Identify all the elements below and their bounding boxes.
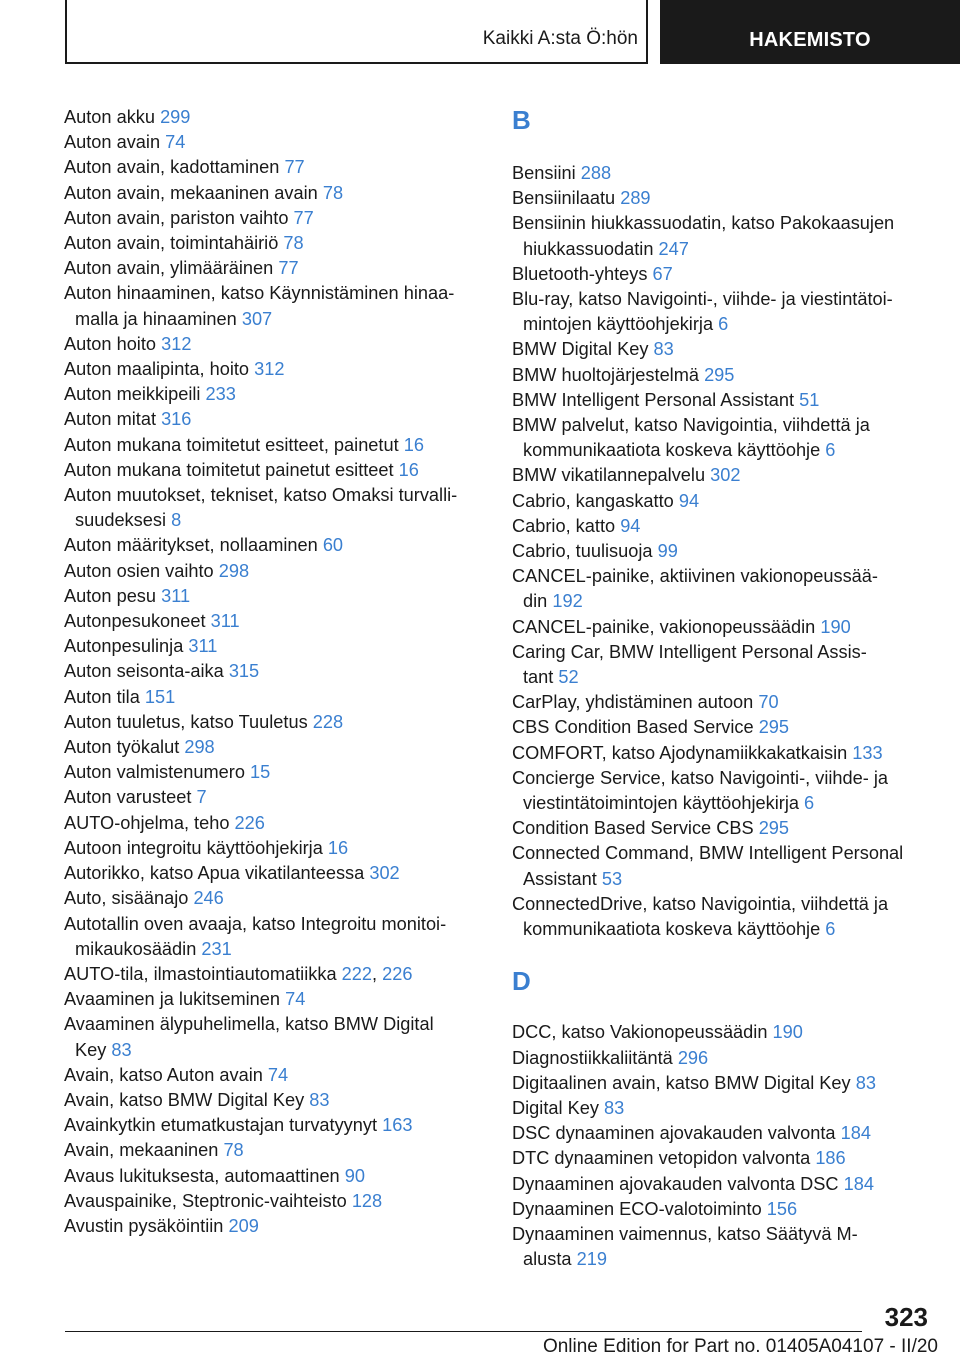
index-entry-term: Concierge Service, katso Navigointi-, viihde- ja xyxy=(512,767,889,788)
index-page-link[interactable]: 74 xyxy=(285,989,306,1010)
index-entry xyxy=(64,785,484,810)
index-page-link[interactable]: 190 xyxy=(820,616,851,637)
index-entry-term: Autoon integroitu käyttöohjekirja xyxy=(64,837,323,858)
index-page-link[interactable]: 184 xyxy=(843,1173,874,1194)
index-entry xyxy=(64,533,484,558)
index-entry xyxy=(64,584,484,609)
index-page-link[interactable]: 51 xyxy=(799,389,820,410)
index-entry-term-continued: kommunikaatiota koskeva käyttöohje xyxy=(523,919,821,940)
index-page-link[interactable]: 70 xyxy=(758,692,779,713)
index-entry-term: Avustin pysäköintiin xyxy=(64,1215,224,1236)
index-entry-term: Caring Car, BMW Intelligent Personal Assis- xyxy=(512,641,867,662)
index-entry: AUTO-tila, ilmastointiautomatiikka 222, 226 xyxy=(64,963,413,984)
index-entry xyxy=(64,281,484,331)
index-entry-term: BMW Intelligent Personal Assistant xyxy=(512,389,795,410)
index-page-link[interactable]: 77 xyxy=(293,207,314,228)
index-entry-term-continued: hiukkassuodatin xyxy=(523,238,654,259)
index-entry xyxy=(64,685,484,710)
index-page-link[interactable]: 184 xyxy=(840,1123,871,1144)
index-entry xyxy=(512,539,937,564)
index-entry-term: BMW vikatilannepalvelu xyxy=(512,465,706,486)
index-entry xyxy=(64,634,484,659)
index-entry xyxy=(64,256,484,281)
index-entry-term: Auton työkalut xyxy=(64,737,180,758)
index-page-link[interactable]: 247 xyxy=(658,238,689,259)
index-entry-term-continued: suudeksesi xyxy=(75,510,166,531)
index-page-link[interactable]: 94 xyxy=(678,490,700,511)
page-number: 323 xyxy=(884,1302,928,1332)
index-entry-term-continued: Key xyxy=(75,1039,107,1060)
index-entry xyxy=(64,130,484,155)
index-page-link[interactable]: 226 xyxy=(234,812,265,833)
index-page-link[interactable]: 78 xyxy=(223,1140,244,1161)
index-entry-term: Bensiinin hiukkassuodatin, katso Pakokaasujen xyxy=(512,213,895,234)
index-entry-term: Auton mitat xyxy=(64,409,156,430)
index-entry xyxy=(64,609,484,634)
index-entry xyxy=(64,357,484,382)
index-page-link[interactable]: 209 xyxy=(228,1215,259,1236)
index-entry xyxy=(64,1113,484,1138)
index-page-link[interactable]: 6 xyxy=(825,919,836,940)
index-entry xyxy=(64,206,484,231)
index-page-link[interactable]: 295 xyxy=(758,818,790,839)
index-page-link[interactable]: 7 xyxy=(196,787,207,808)
index-page-link[interactable]: 16 xyxy=(398,459,419,480)
index-page-link[interactable]: 311 xyxy=(210,611,240,632)
index-entry xyxy=(64,332,484,357)
index-entry-term: Auton pesu xyxy=(64,585,157,606)
index-page-link[interactable]: 74 xyxy=(267,1064,289,1085)
index-page-link[interactable]: 219 xyxy=(576,1249,607,1270)
index-column-left xyxy=(64,105,484,1239)
index-entry xyxy=(512,615,937,640)
index-entry-term: Auton avain, kadottaminen xyxy=(64,157,280,178)
index-entry-term: Digital Key xyxy=(512,1097,599,1118)
index-entry xyxy=(512,1071,937,1096)
index-entry-term: Cabrio, katto xyxy=(512,515,616,536)
index-entry xyxy=(64,382,484,407)
index-entry xyxy=(64,861,484,886)
index-entry xyxy=(512,1046,937,1071)
index-entry-term: BMW Digital Key xyxy=(512,339,649,360)
index-page-link[interactable]: 133 xyxy=(852,742,883,763)
index-entry-term-continued: tant xyxy=(523,667,554,688)
index-entry xyxy=(64,735,484,760)
index-entry xyxy=(512,690,937,715)
header-tab-label: HAKEMISTO xyxy=(749,28,871,51)
index-entry xyxy=(512,388,937,413)
index-page-link[interactable]: 6 xyxy=(718,314,729,335)
index-entry-term: Auton meikkipeili xyxy=(64,384,201,405)
index-entry-term: Condition Based Service CBS xyxy=(512,818,754,839)
index-entry xyxy=(64,987,484,1012)
index-entry xyxy=(64,483,484,533)
index-entry xyxy=(512,816,937,841)
index-entry xyxy=(512,640,937,690)
index-entry xyxy=(512,262,937,287)
index-entry xyxy=(64,836,484,861)
index-page-link[interactable]: 295 xyxy=(704,364,735,385)
index-page-link[interactable]: 190 xyxy=(772,1022,803,1043)
index-page-link[interactable]: 298 xyxy=(218,560,250,581)
index-page-link[interactable]: 163 xyxy=(382,1115,413,1136)
index-entry xyxy=(512,211,937,261)
index-entry xyxy=(512,161,937,186)
index-entry xyxy=(64,811,484,836)
index-entry xyxy=(512,413,937,463)
index-entry-term: Autotallin oven avaaja, katso Integroitu monitoi- xyxy=(64,913,447,934)
index-entry xyxy=(64,105,484,130)
index-entry xyxy=(512,564,937,614)
index-entry-term-continued: din xyxy=(523,591,548,612)
index-page-link[interactable]: 67 xyxy=(652,263,673,284)
index-entry-term: CBS Condition Based Service xyxy=(512,717,754,738)
index-entry xyxy=(512,766,937,816)
index-page-link[interactable]: 299 xyxy=(160,107,191,127)
index-page-link[interactable]: 231 xyxy=(201,938,232,959)
index-entry xyxy=(64,1063,484,1088)
index-page-link[interactable]: 77 xyxy=(278,258,299,279)
index-page-link[interactable]: 186 xyxy=(815,1148,846,1169)
index-entry-term-continued: mikaukosäädin xyxy=(75,938,197,959)
index-entry xyxy=(64,181,484,206)
index-page-link[interactable]: 311 xyxy=(161,585,191,606)
index-entry-term: Auton mukana toimitetut esitteet, painetut xyxy=(64,434,399,455)
index-page-link[interactable]: 222 xyxy=(341,963,372,984)
index-page-link[interactable]: 60 xyxy=(322,535,344,556)
index-entry xyxy=(512,1121,937,1146)
index-entry-term: Digitaalinen avain, katso BMW Digital Key xyxy=(512,1072,851,1093)
index-entry-term: Autonpesukoneet xyxy=(64,611,206,632)
index-entry-term: Dynaaminen vaimennus, katso Säätyvä M- xyxy=(512,1223,858,1244)
index-entry-term: Blu-ray, katso Navigointi-, viihde- ja viestintätoi- xyxy=(512,289,893,310)
index-entry xyxy=(512,337,937,362)
index-page-link[interactable]: 226 xyxy=(382,963,413,984)
index-page-link[interactable]: 288 xyxy=(580,163,612,183)
index-entry-term-continued: malla ja hinaaminen xyxy=(75,308,237,329)
index-entry-term: Autonpesulinja xyxy=(64,636,184,657)
index-entry xyxy=(64,1214,484,1239)
index-entry-term-continued: mintojen käyttöohjekirja xyxy=(523,314,714,335)
index-entry-term: Cabrio, kangaskatto xyxy=(512,490,674,511)
index-entry-term: Avain, mekaaninen xyxy=(64,1140,219,1161)
index-page-link[interactable]: 302 xyxy=(369,863,400,884)
index-entry xyxy=(64,886,484,911)
index-entry-term: DSC dynaaminen ajovakauden valvonta xyxy=(512,1123,836,1144)
index-entry xyxy=(512,1096,937,1121)
index-letter-heading: D xyxy=(512,966,531,997)
index-entry xyxy=(64,1012,484,1062)
index-page-link[interactable]: 228 xyxy=(312,711,344,732)
index-entry xyxy=(64,912,484,962)
index-entry xyxy=(512,463,937,488)
index-entry-term: Auton hoito xyxy=(64,333,157,354)
index-column-right xyxy=(512,105,937,1272)
index-entry xyxy=(64,155,484,180)
index-entry-term-continued: alusta xyxy=(523,1249,572,1270)
footer-divider xyxy=(65,1331,862,1332)
index-entry-term: Auton määritykset, nollaaminen xyxy=(64,535,318,556)
index-letter-heading: B xyxy=(512,105,531,135)
index-entry-term: Auton maalipinta, hoito xyxy=(64,359,250,380)
index-entry-term-continued: viestintätoimintojen käyttöohjekirja xyxy=(523,793,799,814)
index-entry xyxy=(64,458,484,483)
index-entry-term: Auton avain, toimintahäiriö xyxy=(64,233,279,254)
index-page-link[interactable]: 83 xyxy=(111,1039,132,1060)
index-page-link[interactable]: 296 xyxy=(677,1047,709,1068)
index-page-link[interactable]: 151 xyxy=(144,686,176,707)
index-entry-term: CarPlay, yhdistäminen autoon xyxy=(512,692,754,713)
index-entry-term: Avain, katso Auton avain xyxy=(64,1064,263,1085)
index-entry-term: CANCEL-painike, vakionopeussäädin xyxy=(512,616,816,637)
index-page-link[interactable]: 6 xyxy=(825,440,836,461)
index-page-link[interactable]: 315 xyxy=(228,661,260,682)
index-entry xyxy=(64,1189,484,1214)
index-page-link[interactable]: 246 xyxy=(193,888,224,909)
index-page-link[interactable]: 312 xyxy=(161,333,192,354)
index-entry xyxy=(64,1088,484,1113)
index-entry xyxy=(512,1146,937,1171)
index-entry xyxy=(64,231,484,256)
index-page-link[interactable]: 94 xyxy=(620,515,641,536)
index-entry-term: DCC, katso Vakionopeussäädin xyxy=(512,1022,768,1043)
index-entry xyxy=(64,433,484,458)
index-entry xyxy=(512,892,937,942)
index-entry-term: COMFORT, katso Ajodynamiikkakatkaisin xyxy=(512,742,848,763)
index-entry-term: Auton tila xyxy=(64,686,140,707)
index-page-link[interactable]: 83 xyxy=(653,339,674,360)
index-entry xyxy=(64,1138,484,1163)
index-entry-term: Dynaaminen ECO-valotoiminto xyxy=(512,1198,762,1219)
index-entry-term: Auton varusteet xyxy=(64,787,192,808)
index-page-link[interactable]: 74 xyxy=(165,132,186,153)
index-entry xyxy=(512,489,937,514)
index-entry-term: Auton valmistenumero xyxy=(64,762,245,783)
index-entry-term: Avaaminen älypuhelimella, katso BMW Digital xyxy=(64,1014,434,1035)
index-entry-term: Cabrio, tuulisuoja xyxy=(512,541,653,562)
index-page-link[interactable]: 78 xyxy=(322,182,344,203)
index-entry xyxy=(512,186,937,211)
index-entry-term: CANCEL-painike, aktiivinen vakionopeussää- xyxy=(512,566,878,587)
index-entry-term-continued: Assistant xyxy=(523,868,597,889)
header-section-title: Kaikki A:sta Ö:hön xyxy=(482,28,638,49)
index-entry-term: Auto, sisäänajo xyxy=(64,888,189,909)
index-entry-term: Avain, katso BMW Digital Key xyxy=(64,1089,305,1110)
index-page-link[interactable]: 16 xyxy=(403,434,424,455)
index-entry xyxy=(512,1197,937,1222)
index-entry xyxy=(512,514,937,539)
index-entry-term: AUTO-ohjelma, teho xyxy=(64,812,230,833)
index-page-link[interactable]: 16 xyxy=(327,837,349,858)
index-entry-term: Auton mukana toimitetut painetut esitteet xyxy=(64,459,394,480)
index-page-link[interactable]: 192 xyxy=(552,591,583,612)
index-entry-term: Avaus lukituksesta, automaattinen xyxy=(64,1165,340,1186)
index-page-link[interactable]: 302 xyxy=(710,465,741,486)
index-entry xyxy=(512,1222,937,1272)
index-entry xyxy=(512,1020,937,1045)
index-entry-term-continued: kommunikaatiota koskeva käyttöohje xyxy=(523,440,821,461)
index-page-link[interactable]: 53 xyxy=(601,868,623,889)
index-entry-term: Avauspainike, Steptronic-vaihteisto xyxy=(64,1190,347,1211)
index-page-link[interactable]: 128 xyxy=(351,1190,383,1211)
index-entry-term: Auton hinaaminen, katso Käynnistäminen hinaa- xyxy=(64,283,455,304)
index-entry xyxy=(512,715,937,740)
index-entry xyxy=(64,1164,484,1189)
index-entry xyxy=(64,710,484,735)
index-page-link[interactable]: 78 xyxy=(283,233,304,254)
index-page-link[interactable]: 83 xyxy=(855,1072,876,1093)
index-page-link[interactable]: 15 xyxy=(250,762,271,783)
index-page-link[interactable]: 312 xyxy=(254,359,285,380)
index-entry-term: BMW huoltojärjestelmä xyxy=(512,364,699,385)
index-entry-term: Diagnostiikkaliitäntä xyxy=(512,1047,673,1068)
index-page-link[interactable]: 77 xyxy=(284,157,305,178)
index-entry-term: Auton avain, pariston vaihto xyxy=(64,207,289,228)
index-entry-term: BMW palvelut, katso Navigointia, viihdettä ja xyxy=(512,415,870,436)
index-page-link[interactable]: 307 xyxy=(241,308,273,329)
index-entry-term: Avainkytkin etumatkustajan turvatyynyt xyxy=(64,1115,378,1136)
index-page-link[interactable]: 298 xyxy=(184,737,215,758)
index-entry xyxy=(64,659,484,684)
index-entry-term: Auton avain, ylimääräinen xyxy=(64,258,274,279)
index-entry xyxy=(512,363,937,388)
index-entry xyxy=(64,559,484,584)
index-page-link[interactable]: 316 xyxy=(161,409,192,430)
index-page-link[interactable]: 52 xyxy=(558,667,579,688)
index-entry xyxy=(512,741,937,766)
index-entry-term: ConnectedDrive, katso Navigointia, viihdettä ja xyxy=(512,893,889,914)
index-entry xyxy=(64,407,484,432)
index-entry-term: Auton osien vaihto xyxy=(64,560,214,581)
index-page-link[interactable]: 6 xyxy=(804,793,815,814)
index-entry-term: Auton seisonta-aika xyxy=(64,661,224,682)
index-entry-term: Bensiinilaatu xyxy=(512,188,616,209)
index-page-link[interactable]: 311 xyxy=(188,636,218,657)
index-page-link[interactable]: 90 xyxy=(344,1165,365,1186)
index-entry-term: Bensiini xyxy=(512,163,576,183)
index-entry-term: Auton muutokset, tekniset, katso Omaksi turvalli- xyxy=(64,485,458,506)
index-entry-term: AUTO-tila, ilmastointiautomatiikka xyxy=(64,963,337,984)
index-entry-term: Auton avain xyxy=(64,132,161,153)
index-page-link[interactable]: 83 xyxy=(604,1097,625,1118)
index-page-link[interactable]: 83 xyxy=(309,1089,330,1110)
index-entry-term: Auton tuuletus, katso Tuuletus xyxy=(64,711,308,732)
index-page-link[interactable]: 295 xyxy=(758,717,790,738)
index-entry xyxy=(512,287,937,337)
index-entry-term: Connected Command, BMW Intelligent Personal xyxy=(512,843,904,864)
index-entry xyxy=(512,1172,937,1197)
index-entry-term: Dynaaminen ajovakauden valvonta DSC xyxy=(512,1173,839,1194)
index-entry-term: Auton avain, mekaaninen avain xyxy=(64,182,318,203)
index-page-link[interactable]: 156 xyxy=(766,1198,798,1219)
index-entry-term: Autorikko, katso Apua vikatilanteessa xyxy=(64,863,365,884)
index-page-link[interactable]: 8 xyxy=(171,510,182,531)
index-entry-term: Auton akku xyxy=(64,107,155,127)
index-entry xyxy=(512,841,937,891)
index-entry-term: Bluetooth-yhteys xyxy=(512,263,648,284)
index-entry-term: Avaaminen ja lukitseminen xyxy=(64,989,281,1010)
index-page-link[interactable]: 289 xyxy=(620,188,651,209)
index-page-link[interactable]: 99 xyxy=(657,541,678,562)
index-page-link[interactable]: 233 xyxy=(205,384,236,405)
index-entry-term: DTC dynaaminen vetopidon valvonta xyxy=(512,1148,811,1169)
header-tab-index[interactable] xyxy=(660,0,960,64)
index-entry xyxy=(64,760,484,785)
footer-edition: Online Edition for Part no. 01405A04107 - II/20 xyxy=(542,1336,938,1357)
